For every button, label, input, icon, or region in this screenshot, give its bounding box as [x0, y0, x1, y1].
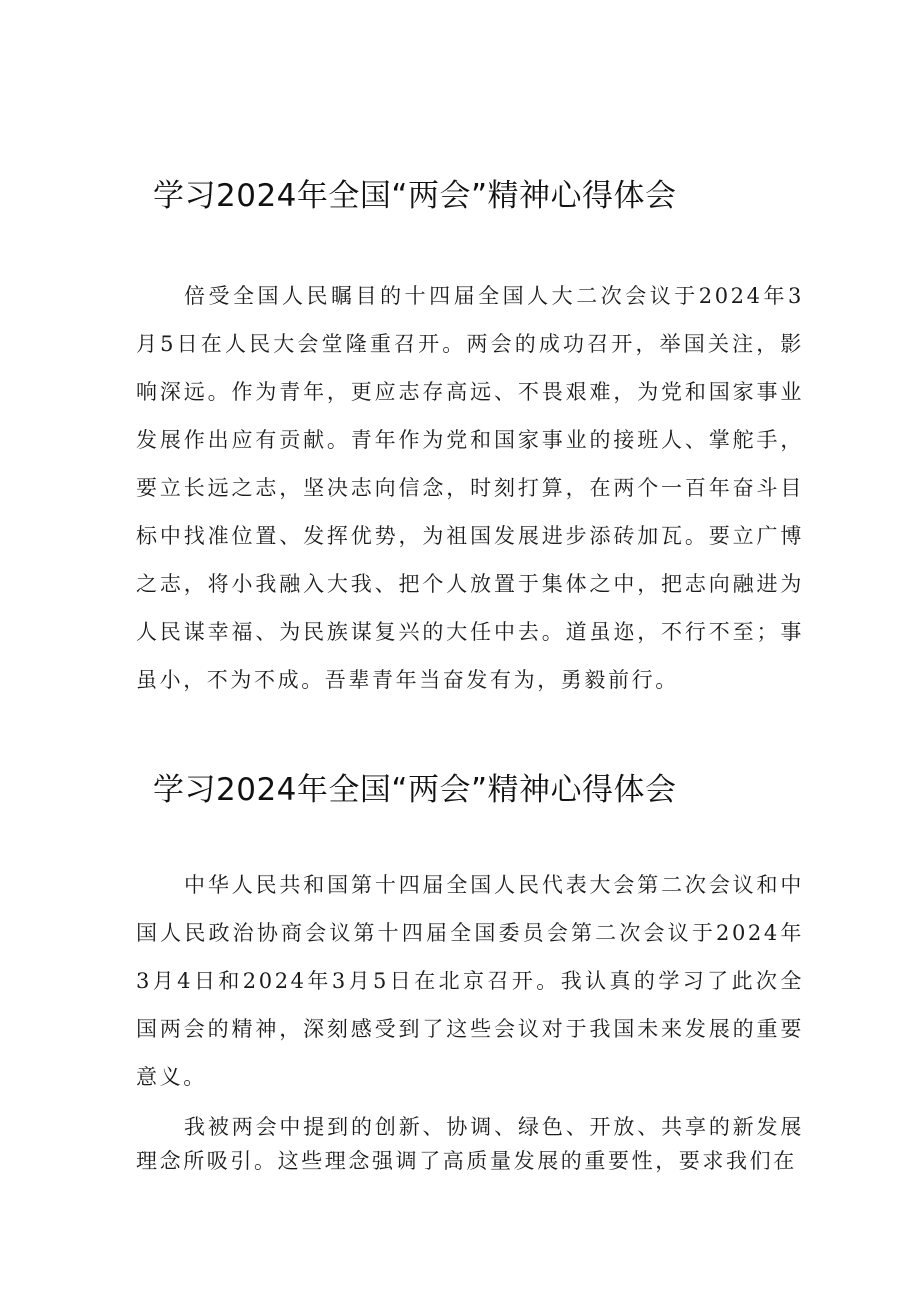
section-1-title: 学习2024年全国“两会”精神心得体会: [153, 178, 677, 214]
section-2-title: 学习2024年全国“两会”精神心得体会: [153, 772, 677, 808]
section-1-paragraph: 倍受全国人民瞩目的十四届全国人大二次会议于2024年3月5日在人民大会堂隆重召开。两会的成功召开，举国关注，影响深远。作为青年，更应志存高远、不畏艰难，为党和国家事业发展作出应有贡献。青年作为党和国家事业的接班人、掌舵手，要立长远之志，坚决志向信念，时刻打算，在两个一百年奋斗目标中找准位置、发挥优势，为祖国发展进步添砖加瓦。要立广博之志，将小我融入大我、把个人放置于集体之中，把志向融进为人民谋幸福、为民族谋复兴的大任中去。道虽迩，不行不至；事虽小，不为不成。吾辈青年当奋发有为，勇毅前行。: [136, 284, 804, 692]
section-2-paragraph-1: 中华人民共和国第十四届全国人民代表大会第二次会议和中国人民政治协商会议第十四届全国委员会第二次会议于2024年3月4日和2024年3月5日在北京召开。我认真的学习了此次全国两会的精神，深刻感受到了这些会议对于我国未来发展的重要意义。: [136, 873, 804, 1089]
section-2-paragraph-2: 我被两会中提到的创新、协调、绿色、开放、共享的新发展理念所吸引。这些理念强调了高质量发展的重要性，要求我们在: [136, 1115, 804, 1173]
